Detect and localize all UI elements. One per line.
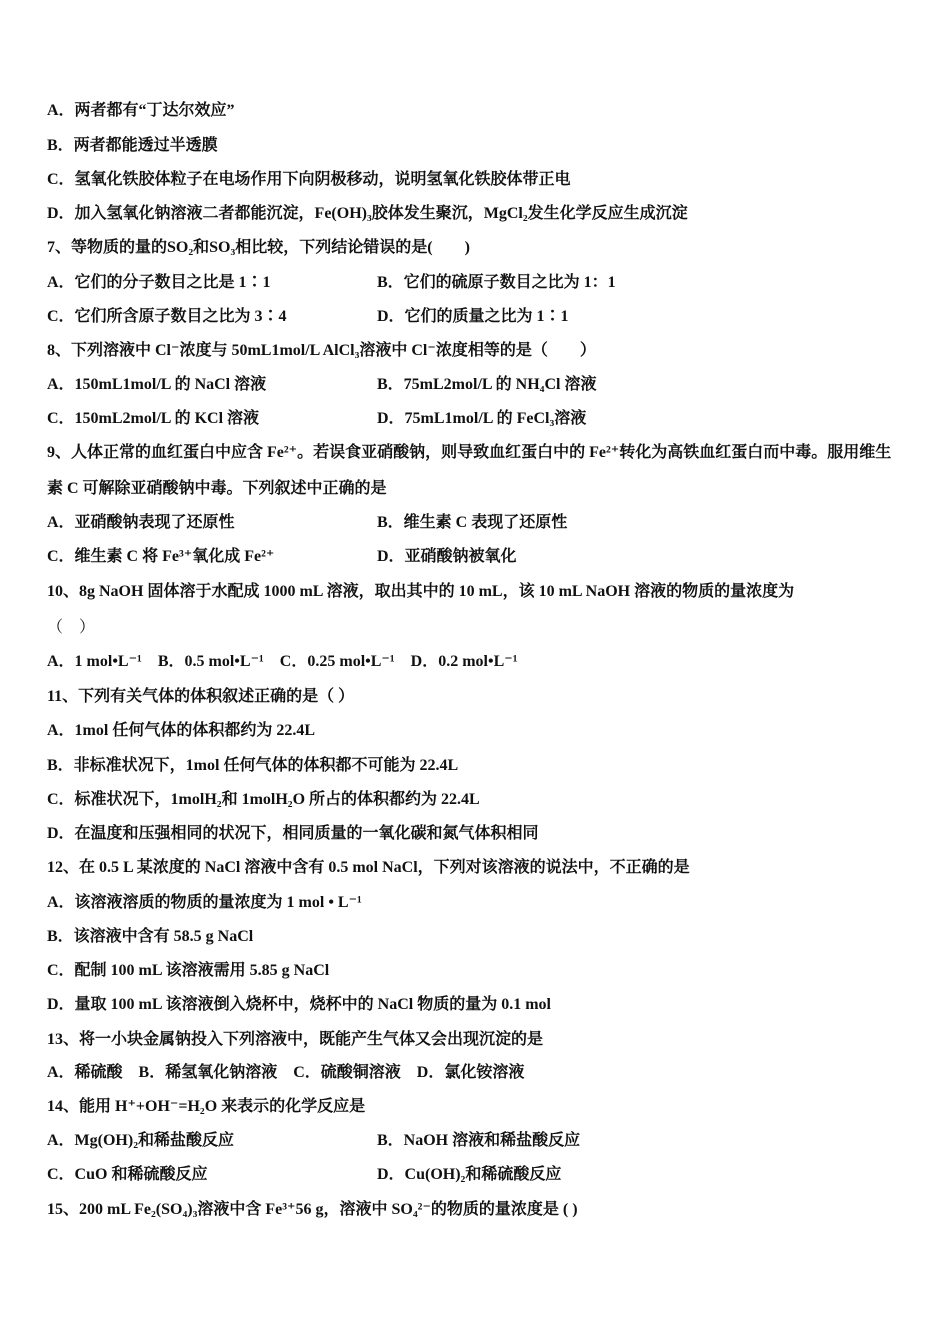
q9-option-b: B．维生素 C 表现了还原性 — [377, 514, 568, 531]
q9-option-d: D．亚硝酸钠被氧化 — [377, 548, 517, 565]
q8-stem: 8、下列溶液中 Cl⁻浓度与 50mL1mol/L AlCl₃溶液中 Cl⁻浓度相等的是（ ） — [47, 342, 596, 359]
q12-option-b: B．该溶液中含有 58.5 g NaCl — [47, 928, 254, 945]
q11-option-b: B．非标准状况下，1mol 任何气体的体积都不可能为 22.4L — [47, 757, 459, 774]
q9-option-c: C．维生素 C 将 Fe³⁺氧化成 Fe²⁺ — [47, 548, 275, 565]
q14-option-b: B．NaOH 溶液和稀盐酸反应 — [377, 1132, 581, 1149]
q8-option-b: B．75mL2mol/L 的 NH₄Cl 溶液 — [377, 376, 597, 393]
q6-option-d: D．加入氢氧化钠溶液二者都能沉淀，Fe(OH)₃胶体发生聚沉，MgCl₂发生化学反应生成沉淀 — [47, 205, 688, 222]
q14-option-a: A．Mg(OH)₂和稀盐酸反应 — [47, 1132, 235, 1149]
q12-option-c: C．配制 100 mL 该溶液需用 5.85 g NaCl — [47, 962, 330, 979]
q6-option-b: B．两者都能透过半透膜 — [47, 137, 218, 154]
q7-option-c: C．它们所含原子数目之比为 3∶4 — [47, 308, 287, 325]
q8-option-a: A．150mL1mol/L 的 NaCl 溶液 — [47, 376, 267, 393]
q14-option-c: C．CuO 和稀硫酸反应 — [47, 1166, 208, 1183]
q9-stem-line1: 9、人体正常的血红蛋白中应含 Fe²⁺。若误食亚硝酸钠，则导致血红蛋白中的 Fe²⁺转化为高铁血红蛋白而中毒。服用维生 — [47, 444, 892, 461]
q10-stem-line1: 10、8g NaOH 固体溶于水配成 1000 mL 溶液，取出其中的 10 mL，该 10 mL NaOH 溶液的物质的量浓度为 — [47, 583, 795, 600]
q6-option-a: A．两者都有“丁达尔效应” — [47, 102, 235, 119]
q9-stem-line2: 素 C 可解除亚硝酸钠中毒。下列叙述中正确的是 — [47, 480, 387, 497]
q13-options: A．稀硫酸 B．稀氢氧化钠溶液 C．硫酸铜溶液 D．氯化铵溶液 — [47, 1064, 525, 1081]
q11-option-d: D．在温度和压强相同的状况下，相同质量的一氧化碳和氮气体积相同 — [47, 825, 539, 842]
q12-option-a: A．该溶液溶质的物质的量浓度为 1 mol • L⁻¹ — [47, 894, 362, 911]
q7-option-a: A．它们的分子数目之比是 1∶1 — [47, 274, 271, 291]
q9-option-a: A．亚硝酸钠表现了还原性 — [47, 514, 235, 531]
q10-options: A．1 mol•L⁻¹ B．0.5 mol•L⁻¹ C．0.25 mol•L⁻¹ D．0.2 mol•L⁻¹ — [47, 653, 518, 670]
q13-stem: 13、将一小块金属钠投入下列溶液中，既能产生气体又会出现沉淀的是 — [47, 1031, 544, 1048]
q11-option-c: C．标准状况下，1molH₂和 1molH₂O 所占的体积都约为 22.4L — [47, 791, 480, 808]
q7-option-d: D．它们的质量之比为 1∶1 — [377, 308, 569, 325]
q15-stem: 15、200 mL Fe₂(SO₄)₃溶液中含 Fe³⁺56 g，溶液中 SO₄²⁻的物质的量浓度是 ( ) — [47, 1201, 578, 1218]
q8-option-c: C．150mL2mol/L 的 KCl 溶液 — [47, 410, 260, 427]
q6-option-c: C．氢氧化铁胶体粒子在电场作用下向阴极移动，说明氢氧化铁胶体带正电 — [47, 171, 571, 188]
q14-option-d: D．Cu(OH)₂和稀硫酸反应 — [377, 1166, 562, 1183]
q7-option-b: B．它们的硫原子数目之比为 1：1 — [377, 274, 616, 291]
q12-option-d: D．量取 100 mL 该溶液倒入烧杯中，烧杯中的 NaCl 物质的量为 0.1 mol — [47, 996, 552, 1013]
q10-stem-line2: （ ） — [47, 619, 96, 636]
q14-stem: 14、能用 H⁺+OH⁻=H₂O 来表示的化学反应是 — [47, 1098, 366, 1115]
q11-stem: 11、下列有关气体的体积叙述正确的是（ ） — [47, 688, 355, 705]
q11-option-a: A．1mol 任何气体的体积都约为 22.4L — [47, 722, 316, 739]
q8-option-d: D．75mL1mol/L 的 FeCl₃溶液 — [377, 410, 587, 427]
q12-stem: 12、在 0.5 L 某浓度的 NaCl 溶液中含有 0.5 mol NaCl，下列对该溶液的说法中，不正确的是 — [47, 859, 690, 876]
q7-stem: 7、等物质的量的SO₂和SO₃相比较，下列结论错误的是( ) — [47, 239, 470, 256]
